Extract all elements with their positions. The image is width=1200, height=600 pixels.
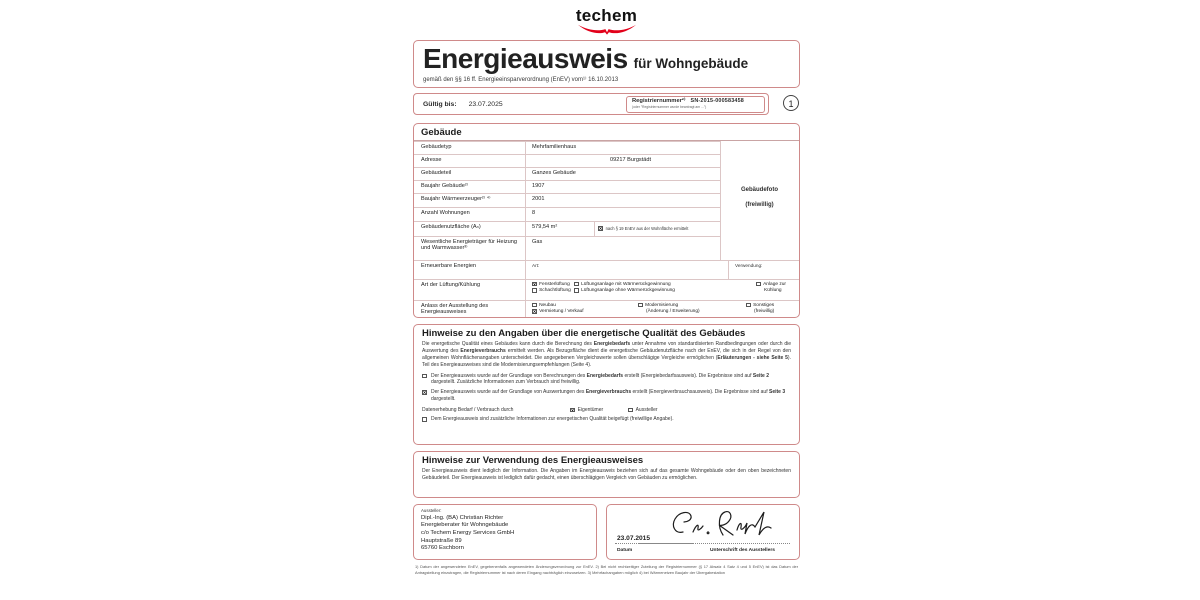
option-fensterlueftung xyxy=(532,282,574,287)
validity-row xyxy=(413,93,800,116)
option-label: Eigentümer xyxy=(577,407,604,414)
checkbox-lueftung-mit-wrg xyxy=(574,282,579,287)
quality-hints-section xyxy=(413,324,800,445)
verbrauch-checkbox-paragraph xyxy=(422,389,791,403)
row-label: Gebäudenutzfläche (Aₙ) xyxy=(414,222,526,236)
checkbox-lueftung-ohne-wrg xyxy=(574,288,579,293)
bedarf-paragraph-text: Der Energieausweis wurde auf der Grundlage von Berechnungen des Energiebedarfs erstellt (Energiebedarfsausweis). Die Ergebnisse sind auf Seite 2 dargestellt. Zusätzliche Informationen zum Verbrauch sind freiwillig. xyxy=(431,372,769,386)
valid-until-date: 23.07.2025 xyxy=(468,100,503,108)
building-section xyxy=(413,123,800,318)
option-label-line2: (freiwillig) xyxy=(754,309,775,314)
row-label: Gebäudeteil xyxy=(414,168,526,180)
area-method-label: nach § 19 EnEV aus der Wohnfläche ermittelt xyxy=(605,226,689,231)
option-modernisierung xyxy=(638,303,746,308)
area-method-option xyxy=(594,222,720,236)
footer-row xyxy=(413,504,800,560)
checkbox-area-method: X xyxy=(599,226,603,231)
data-collection-label: Datenerhebung Bedarf / Verbrauch durch xyxy=(422,407,514,414)
row-label: Baujahr Wärmeerzeuger²⁾ ⁴⁾ xyxy=(414,194,526,207)
usage-hints-title: Hinweise zur Verwendung des Energieausweises xyxy=(422,454,644,466)
checkbox-aussteller xyxy=(628,408,633,413)
checkbox-schachtlueftung xyxy=(532,288,537,293)
option-eigentuemer xyxy=(570,407,628,413)
option-vermietung-verkauf xyxy=(532,309,638,314)
option-label: Fensterlüftung xyxy=(539,281,570,287)
checkbox-modernisierung xyxy=(638,303,643,308)
row-label: Erneuerbare Energien xyxy=(414,261,526,279)
row-label: Art der Lüftung/Kühlung xyxy=(414,280,526,300)
row-baujahr-waermeerzeuger xyxy=(414,193,721,207)
row-label: Anzahl Wohnungen xyxy=(414,208,526,221)
row-energietraeger xyxy=(414,236,721,260)
techem-logo-text: techem xyxy=(575,6,638,25)
row-baujahr-gebaeude xyxy=(414,180,721,193)
checkbox-energieverbrauch: X xyxy=(423,390,427,395)
registration-number: SN-2015-000583458 xyxy=(690,98,744,104)
row-value: Gas xyxy=(532,238,543,245)
row-label: Baujahr Gebäude²⁾ xyxy=(414,181,526,193)
issuer-name: Dipl.-Ing. (BA) Christian Richter xyxy=(421,514,504,521)
checkbox-zusatzinfo xyxy=(422,417,427,422)
signature-date: 23.07.2015 xyxy=(617,534,651,542)
valid-until-box xyxy=(413,93,769,115)
row-gebaeudenutzflaeche xyxy=(414,221,721,236)
checkbox-vermietung-verkauf: X xyxy=(533,309,537,314)
signature-label: Unterschrift des Ausstellers xyxy=(709,547,775,553)
data-collection-row xyxy=(422,407,791,413)
row-lueftung-kuehlung xyxy=(414,279,799,300)
option-label: Neubau xyxy=(539,302,556,308)
checkbox-neubau xyxy=(532,303,537,308)
row-label: Anlass der Ausstellung des Energieausweises xyxy=(414,301,526,317)
row-value: Mehrfamilienhaus xyxy=(532,143,577,150)
row-value: 1907 xyxy=(532,182,545,189)
checkbox-fensterlueftung: X xyxy=(533,281,537,287)
building-photo-placeholder xyxy=(720,139,799,256)
title-box xyxy=(413,40,800,88)
photo-placeholder-line2: (freiwillig) xyxy=(745,202,774,208)
renewable-usage-label: Verwendung: xyxy=(735,262,763,268)
checkbox-energiebedarf xyxy=(422,374,427,379)
logo-swoosh-icon xyxy=(570,24,644,35)
row-anzahl-wohnungen xyxy=(414,207,721,221)
option-label: Vermietung / Verkauf xyxy=(539,309,584,314)
extra-info-checkbox-paragraph xyxy=(422,416,791,423)
row-label: Gebäudetyp xyxy=(414,142,526,154)
row-anlass-ausstellung xyxy=(414,300,799,317)
usage-hints-body: Der Energieausweis dient lediglich der Information. Die Angaben im Energieausweis beziehen sich auf das gesamte Wohngebäude oder den oben bezeichneten Gebäudeteil. Der Energieausweis ist lediglich dafür gedacht, einen überschlägigen Vergleich von Gebäuden zu ermöglichen. xyxy=(422,468,791,482)
building-section-title: Gebäude xyxy=(414,124,799,141)
renewable-art-label: Art: xyxy=(526,261,729,279)
row-adresse xyxy=(414,154,721,167)
techem-logo xyxy=(413,7,800,34)
option-label: Anlage zur xyxy=(763,281,787,287)
registration-label: Registriernummer²⁾ xyxy=(632,98,686,104)
issuer-role: Energieberater für Wohngebäude xyxy=(421,522,509,529)
issuer-street: Hauptstraße 89 xyxy=(421,537,462,544)
page-number-badge: 1 xyxy=(783,95,799,111)
option-sonstiges xyxy=(746,303,797,308)
row-value: 2001 xyxy=(532,195,545,202)
row-gebaeudetyp xyxy=(414,141,721,154)
option-label: Lüftungsanlage ohne Wärmerückgewinnung xyxy=(581,288,675,293)
certificate-title-suffix: für Wohngebäude xyxy=(633,56,749,71)
handwritten-signature xyxy=(667,508,777,542)
energy-certificate-document xyxy=(413,7,800,575)
row-label: Adresse xyxy=(414,155,526,167)
row-value: 09217 Burgstädt xyxy=(610,156,652,163)
date-label: Datum xyxy=(617,547,633,553)
valid-until-label: Gültig bis: xyxy=(423,100,457,108)
row-gebaeudeteil xyxy=(414,167,721,180)
row-value: 579,54 m² xyxy=(532,223,558,230)
footnotes: 1) Datum der angewendeten EnEV, gegebenenfalls angewendeten Änderungsverordnung zur EnEV. 2) Bei nicht rechtzeitiger Zuteilung der Registriernummer (§ 17 Absatz 4 Satz 4 und 5 EnEV) ist das Datum der Antragstellung einzutragen, die Registriernummer ist nach deren Eingang nachträglich einzusetzen. 3) Mehrfachangaben möglich 4) bei Wärmenetzen Baujahr der Übergabestation xyxy=(415,563,798,575)
issuer-company: c/o Techem Energy Services GmbH xyxy=(421,530,515,537)
option-label: Modernisierung xyxy=(645,302,679,308)
option-neubau xyxy=(532,303,638,308)
option-aussteller xyxy=(628,407,686,413)
registration-note: (oder "Registriernummer wurde beantragt am ...") xyxy=(632,104,707,109)
option-label-line2: Kühlung xyxy=(764,288,782,293)
signature-line xyxy=(638,543,790,544)
photo-placeholder-line1: Gebäudefoto xyxy=(741,187,778,193)
bedarf-checkbox-paragraph xyxy=(422,373,791,387)
issuer-city: 65760 Eschborn xyxy=(421,545,464,552)
option-label: Lüftungsanlage mit Wärmerückgewinnung xyxy=(581,281,671,287)
option-anlage-kuehlung xyxy=(756,282,797,287)
row-value: 8 xyxy=(532,209,536,216)
option-lueftung-ohne-wrg xyxy=(574,288,756,293)
certificate-subtitle: gemäß den §§ 16 ff. Energieeinsparverordnung (EnEV) vom¹⁾ 16.10.2013 xyxy=(423,77,619,83)
issuer-label: Aussteller: xyxy=(421,507,442,513)
option-label: Sonstiges xyxy=(753,302,775,308)
option-label: Aussteller xyxy=(635,407,658,414)
option-schachtlueftung xyxy=(532,288,574,293)
signature-box xyxy=(606,504,800,560)
certificate-title: Energieausweis xyxy=(423,43,628,74)
row-value: Ganzes Gebäude xyxy=(532,169,576,176)
extra-info-label: Dem Energieausweis sind zusätzliche Informationen zur energetischen Qualität beigefügt (freiwillige Angabe). xyxy=(431,416,674,423)
checkbox-eigentuemer: X xyxy=(571,407,575,413)
quality-hints-body: Die energetische Qualität eines Gebäudes kann durch die Berechnung des Energiebedarfs unter Annahme von standardisierten Randbedingungen oder durch die Auswertung des Energieverbrauchs ermittelt werden. Als Bezugsfläche dient die energetische Gebäudenutzfläche nach der EnEV, die sich in der Regel von den allgemeinen Wohnflächenangaben unterscheidet. Die angegebenen Vergleichswerte sollen überschlägige Vergleiche ermöglichen (Erläuterungen - siehe Seite 5). Teil des Energieausweises sind die Modernisierungsempfehlungen (Seite 4). xyxy=(422,341,791,369)
quality-hints-title: Hinweise zu den Angaben über die energetische Qualität des Gebäudes xyxy=(422,327,746,339)
row-erneuerbare-energien xyxy=(414,260,799,279)
row-label: Wesentliche Energieträger für Heizung und Warmwasser³⁾ xyxy=(414,237,526,260)
usage-hints-section xyxy=(413,451,800,498)
option-label-line2: (Änderung / Erweiterung) xyxy=(646,309,700,314)
checkbox-anlage-kuehlung xyxy=(756,282,761,287)
registration-box xyxy=(626,96,765,113)
option-lueftung-mit-wrg xyxy=(574,282,756,287)
checkbox-sonstiges xyxy=(746,303,751,308)
option-label: Schachtlüftung xyxy=(539,288,571,293)
verbrauch-paragraph-text: Der Energieausweis wurde auf der Grundlage von Auswertungen des Energieverbrauchs erstellt (Energieverbrauchsausweis). Die Ergebnisse sind auf Seite 3 dargestellt. xyxy=(431,389,786,403)
issuer-box xyxy=(413,504,597,560)
